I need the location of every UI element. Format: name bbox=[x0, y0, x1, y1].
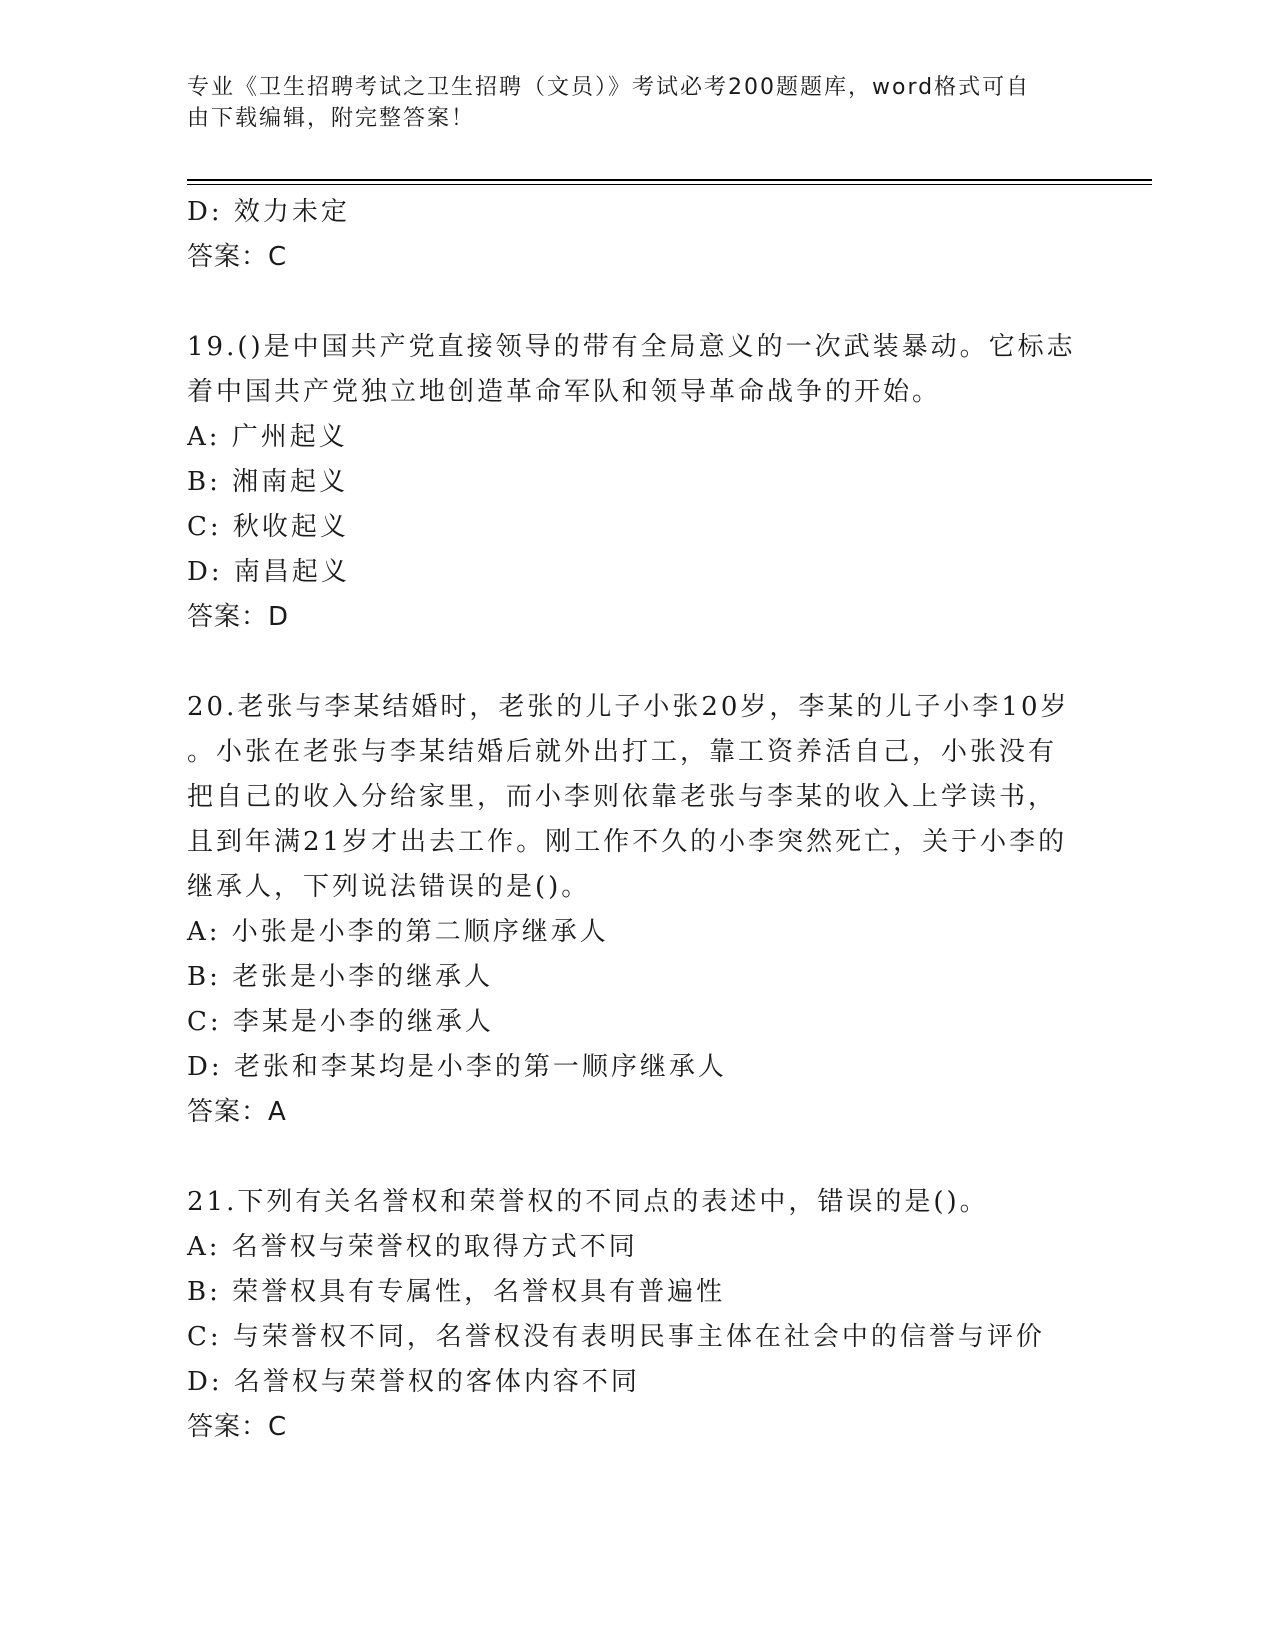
question-18-tail bbox=[187, 190, 1087, 280]
answer: 答案：D bbox=[187, 602, 290, 632]
question-stem: 20.老张与李某结婚时，老张的儿子小张20岁，李某的儿子小李10岁 bbox=[187, 692, 1070, 722]
spacer bbox=[187, 1135, 1087, 1180]
option-d: D: 南昌起义 bbox=[187, 557, 350, 587]
question-stem: 继承人，下列说法错误的是()。 bbox=[187, 872, 591, 902]
header-line-1: 专业《卫生招聘考试之卫生招聘（文员）》考试必考200题题库，word格式可自 bbox=[187, 75, 1031, 100]
answer: 答案：C bbox=[187, 242, 288, 272]
question-stem: 21.下列有关名誉权和荣誉权的不同点的表述中，错误的是()。 bbox=[187, 1187, 989, 1217]
header-rule-thick bbox=[187, 179, 1152, 181]
spacer bbox=[187, 280, 1087, 325]
answer: 答案：C bbox=[187, 1412, 288, 1442]
option-d: D: 效力未定 bbox=[187, 197, 350, 227]
option-a: A: 广州起义 bbox=[187, 422, 348, 452]
option-b: B: 荣誉权具有专属性，名誉权具有普遍性 bbox=[187, 1277, 726, 1307]
option-c: C: 秋收起义 bbox=[187, 512, 349, 542]
question-stem: 。小张在老张与李某结婚后就外出打工，靠工资养活自己，小张没有 bbox=[187, 737, 1058, 767]
answer: 答案：A bbox=[187, 1097, 287, 1127]
header-line-2: 由下载编辑，附完整答案！ bbox=[187, 106, 476, 131]
question-stem: 着中国共产党独立地创造革命军队和领导革命战争的开始。 bbox=[187, 377, 942, 407]
question-19 bbox=[187, 325, 1087, 640]
header-rule-thin bbox=[187, 184, 1152, 185]
option-a: A: 名誉权与荣誉权的取得方式不同 bbox=[187, 1232, 638, 1262]
question-stem: 19.()是中国共产党直接领导的带有全局意义的一次武装暴动。它标志 bbox=[187, 332, 1076, 362]
question-21 bbox=[187, 1180, 1087, 1450]
question-20 bbox=[187, 685, 1087, 1135]
option-c: C: 李某是小李的继承人 bbox=[187, 1007, 494, 1037]
option-d: D: 老张和李某均是小李的第一顺序继承人 bbox=[187, 1052, 727, 1082]
question-stem: 且到年满21岁才出去工作。刚工作不久的小李突然死亡，关于小李的 bbox=[187, 827, 1068, 857]
document-header bbox=[187, 72, 1087, 134]
option-d: D: 名誉权与荣誉权的客体内容不同 bbox=[187, 1367, 640, 1397]
question-stem: 把自己的收入分给家里，而小李则依靠老张与李某的收入上学读书， bbox=[187, 782, 1058, 812]
option-a: A: 小张是小李的第二顺序继承人 bbox=[187, 917, 609, 947]
question-list bbox=[187, 190, 1087, 1450]
option-b: B: 湘南起义 bbox=[187, 467, 349, 497]
option-c: C: 与荣誉权不同，名誉权没有表明民事主体在社会中的信誉与评价 bbox=[187, 1322, 1045, 1352]
spacer bbox=[187, 640, 1087, 685]
option-b: B: 老张是小李的继承人 bbox=[187, 962, 494, 992]
